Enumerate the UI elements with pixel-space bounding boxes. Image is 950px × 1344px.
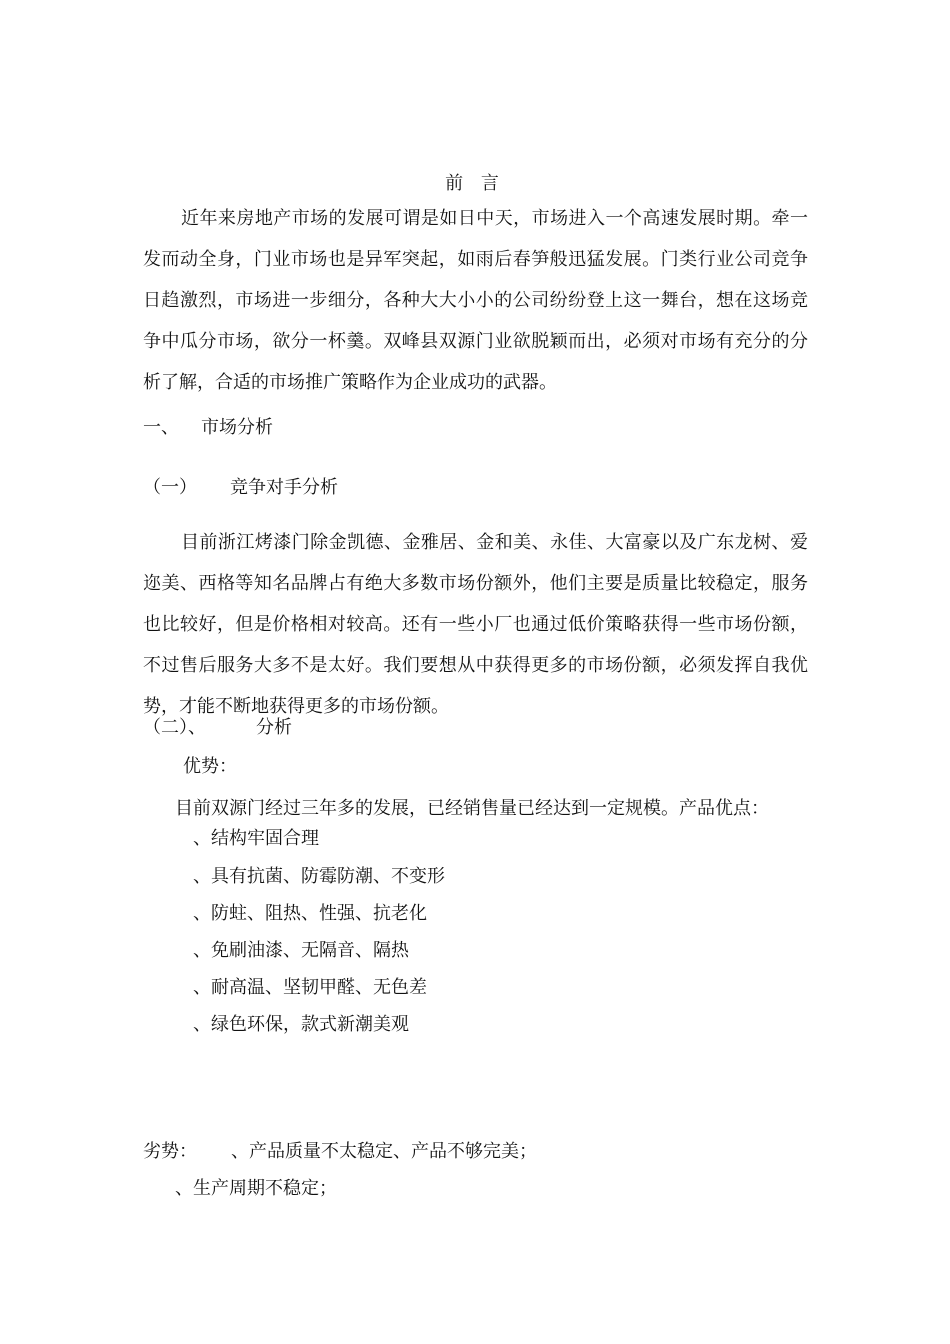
strength-item: 、绿色环保，款式新潮美观 (193, 1014, 409, 1035)
weaknesses-label: 劣势： (143, 1141, 197, 1162)
competitor-paragraph: 目前浙江烤漆门除金凯德、金雅居、金和美、永佳、大富豪以及广东龙树、爱迩美、西格等知名品牌占有绝大多数市场份额外，他们主要是质量比较稳定，服务也比较好，但是价格相对较高。还有一些小厂也通过低价策略获得一些市场份额，不过售后服务大多不是太好。我们要想从中获得更多的市场份额，必须发挥自我优势，才能不断地获得更多的市场份额。 (143, 532, 808, 717)
weakness-item: 、产品质量不太稳定、产品不够完美； (231, 1141, 537, 1162)
subsection-number: （二）、 (143, 717, 206, 738)
page-title: 前 言 (445, 173, 505, 194)
strengths-intro: 目前双源门经过三年多的发展，已经销售量已经达到一定规模。产品优点： (175, 798, 769, 819)
intro-paragraph: 近年来房地产市场的发展可谓是如日中天，市场进入一个高速发展时期。牵一发而动全身，门业市场也是异军突起，如雨后春笋般迅猛发展。门类行业公司竞争日趋激烈，市场进一步细分，各种大大小小的公司纷纷登上这一舞台，想在这场竞争中瓜分市场，欲分一杯羹。双峰县双源门业欲脱颖而出，必须对市场有充分的分析了解，合适的市场推广策略作为企业成功的武器。 (143, 208, 808, 393)
weakness-item: 、生产周期不稳定； (175, 1178, 337, 1199)
section-number: 一、 (143, 417, 179, 438)
subsection-heading: 分析 (256, 717, 292, 738)
strength-item: 、免刷油漆、无隔音、隔热 (193, 940, 409, 961)
strength-item: 、耐高温、坚韧甲醛、无色差 (193, 977, 427, 998)
section-heading: 市场分析 (201, 417, 273, 438)
subsection-heading: 竞争对手分析 (230, 477, 338, 498)
strengths-label: 优势： (183, 756, 237, 777)
subsection-number: （一） (143, 477, 197, 498)
strength-item: 、具有抗菌、防霉防潮、不变形 (193, 866, 445, 887)
strength-item: 、防蛀、阻热、性强、抗老化 (193, 903, 427, 924)
strength-item: 、结构牢固合理 (193, 828, 319, 849)
